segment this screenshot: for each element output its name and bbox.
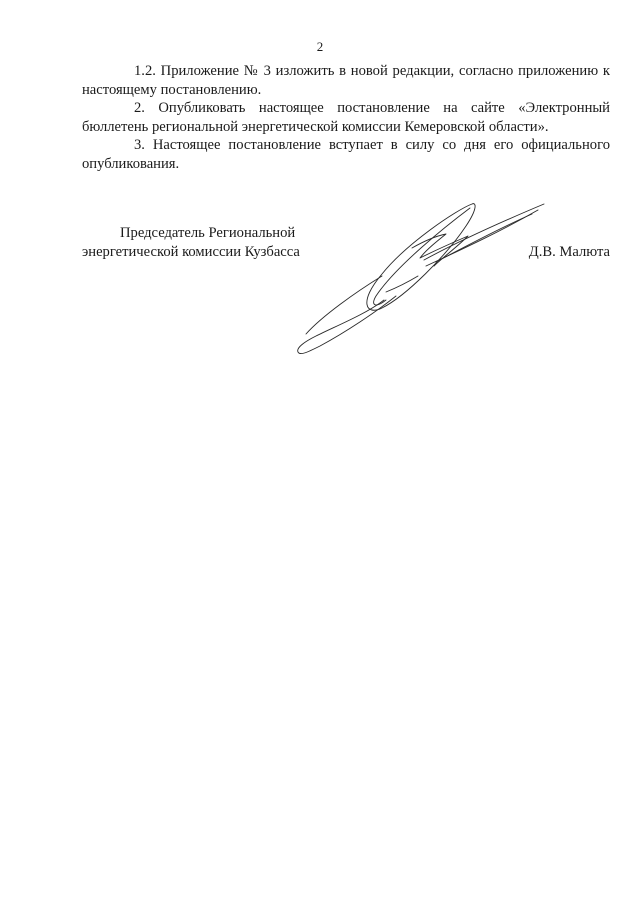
signatory-title: [82, 224, 300, 261]
signatory-title-line-2: энергетической комиссии Кузбасса: [82, 243, 300, 260]
paragraph-2: 2. Опубликовать настоящее постановление на сайте «Электронный бюллетень региональной энергетической комиссии Кемеровской области».: [82, 100, 610, 135]
paragraph-1-2: 1.2. Приложение № 3 изложить в новой редакции, согласно приложению к настоящему постановлению.: [82, 63, 610, 98]
signatory-name: Д.В. Малюта: [528, 244, 610, 260]
handwritten-signature: [286, 196, 551, 361]
signatory-title-line-1: Председатель Региональной: [120, 225, 296, 241]
document-body: [82, 62, 610, 174]
paragraph-3: 3. Настоящее постановление вступает в силу со дня его официального опубликования.: [82, 137, 610, 172]
page-number: 2: [316, 39, 324, 54]
